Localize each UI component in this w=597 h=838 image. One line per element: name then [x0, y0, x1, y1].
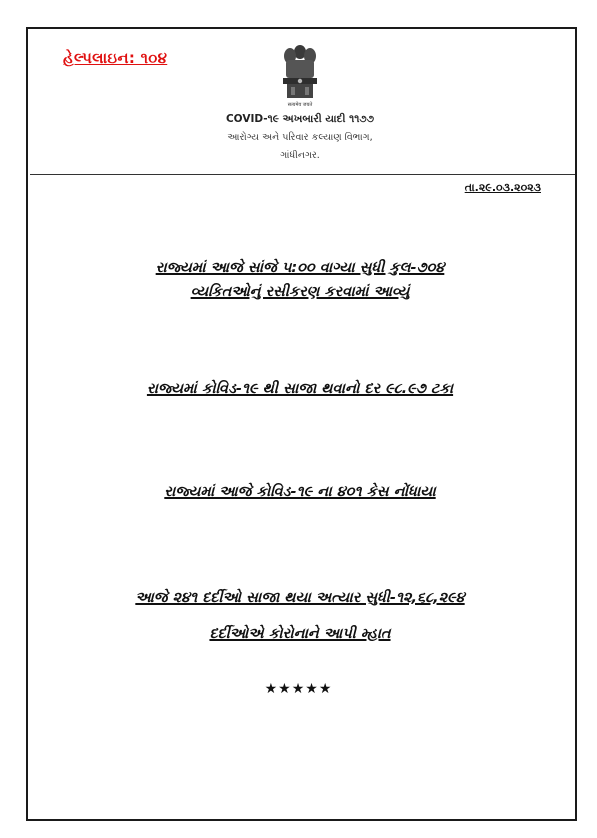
headline-line: રાજ્યમાં આજે કોવિડ-૧૯ ના ૪૦૧ કેસ નોંધાયા [164, 484, 436, 500]
release-title: COVID-૧૯ અખબારી યાદી ૧૧૭૭ [225, 113, 375, 125]
helpline-label: હેલ્પલાઇન: ૧૦૪ [63, 49, 168, 67]
headline-line: આજે ૨૪૧ દર્દીઓ સાજા થયા અત્યાર સુધી-૧૨,૬૮,૨૯૪ [135, 590, 465, 606]
state-emblem-icon [277, 42, 323, 108]
city-line: ગાંધીનગર. [280, 150, 320, 161]
headline-line: વ્યકિતઓનું રસીકરણ કરવામાં આવ્યું [190, 284, 410, 300]
end-stars: ★★★★★ [264, 681, 333, 697]
headline-recoveries [40, 580, 560, 652]
headline-vaccination [40, 256, 560, 304]
headline-line: રાજ્યમાં આજે સાંજે ૫:૦૦ વાગ્યા સુધી કુલ-૭૦૪ [155, 260, 445, 276]
header-divider [30, 174, 575, 175]
headline-line: રાજ્યમાં કોવિડ-૧૯ થી સાજા થવાનો દર ૯૮.૯૭ ટકા [146, 381, 454, 397]
release-date: તા.૨૯.૦૩.૨૦૨૩ [464, 181, 541, 194]
headline-new-cases [40, 480, 560, 504]
headline-line: દર્દીઓએ કોરોનાને આપી મ્હાત [209, 626, 391, 642]
emblem-motto: सत्यमेव जयते [287, 102, 313, 108]
page-frame [26, 27, 577, 821]
department-line: આરોગ્ય અને પરિવાર કલ્યાણ વિભાગ, [227, 132, 373, 143]
headline-recovery-rate [40, 377, 560, 401]
